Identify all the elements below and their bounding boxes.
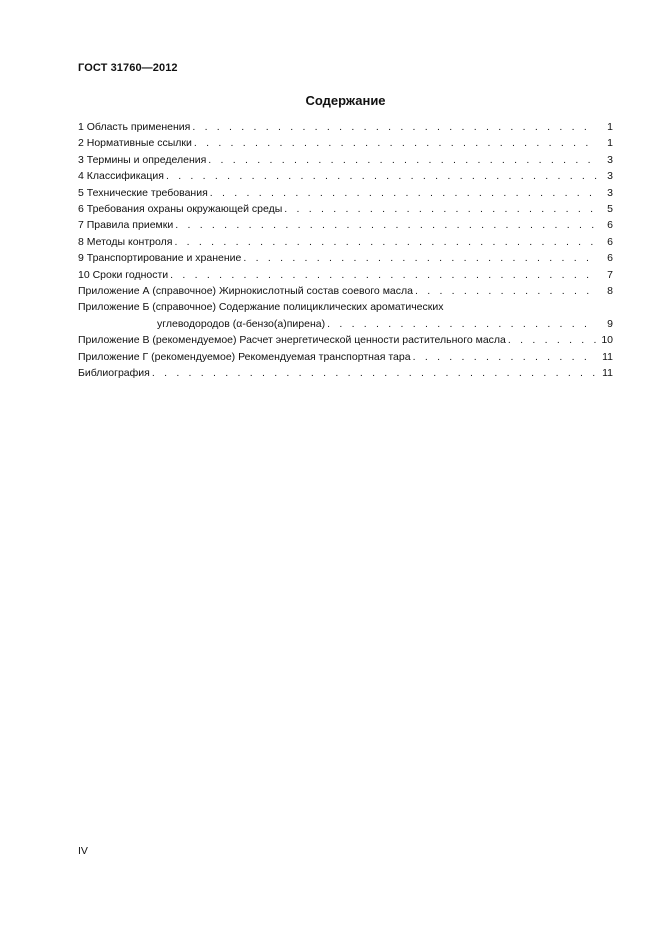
document-header: ГОСТ 31760—2012	[78, 62, 178, 74]
table-of-contents	[78, 119, 613, 381]
leader-dots	[284, 201, 597, 217]
leader-dots	[243, 250, 597, 266]
toc-entry-terms[interactable]	[78, 152, 613, 168]
toc-entry-label: 8 Методы контроля	[78, 235, 173, 248]
toc-entry-label: Приложение В (рекомендуемое) Расчет энергетической ценности растительного масла	[78, 334, 506, 347]
toc-entry-label: Приложение Г (рекомендуемое) Рекомендуемая транспортная тара	[78, 350, 411, 363]
toc-entry-label: 10 Сроки годности	[78, 268, 169, 281]
leader-dots	[327, 316, 597, 332]
toc-entry-page: 6	[607, 235, 613, 248]
toc-entry-transport-storage[interactable]	[78, 250, 613, 266]
leader-dots	[210, 185, 597, 201]
toc-entry-page: 1	[607, 137, 613, 150]
toc-entry-page: 8	[607, 285, 613, 298]
toc-entry-label: 6 Требования охраны окружающей среды	[78, 203, 283, 216]
toc-entry-page: 9	[607, 317, 613, 330]
toc-entry-label: 4 Классификация	[78, 170, 164, 183]
toc-entry-label: 7 Правила приемки	[78, 219, 174, 232]
toc-entry-acceptance[interactable]	[78, 217, 613, 233]
toc-entry-page: 3	[607, 153, 613, 166]
toc-entry-page: 1	[607, 121, 613, 133]
leader-dots	[170, 267, 597, 283]
toc-entry-page: 3	[607, 170, 613, 183]
toc-entry-label: Приложение А (справочное) Жирнокислотный состав соевого масла	[78, 285, 413, 298]
toc-entry-label: 5 Технические требования	[78, 186, 208, 199]
toc-entry-bibliography[interactable]	[78, 365, 613, 381]
toc-entry-normative-references[interactable]	[78, 135, 613, 151]
leader-dots	[175, 217, 597, 233]
toc-entry-page: 6	[607, 219, 613, 232]
page-number: IV	[78, 845, 88, 857]
toc-entry-appendix-b-title[interactable]	[78, 299, 613, 315]
leader-dots	[413, 349, 597, 365]
leader-dots	[508, 332, 597, 348]
leader-dots	[192, 119, 597, 135]
toc-entry-page: 5	[607, 203, 613, 216]
toc-entry-scope[interactable]	[78, 119, 613, 135]
toc-entry-test-methods[interactable]	[78, 234, 613, 250]
leader-dots	[194, 135, 597, 151]
toc-entry-page: 6	[607, 252, 613, 265]
toc-entry-appendix-v[interactable]	[78, 332, 613, 348]
toc-entry-shelf-life[interactable]	[78, 267, 613, 283]
toc-entry-classification[interactable]	[78, 168, 613, 184]
toc-entry-label-continuation: углеводородов (α-бензо(а)пирена)	[157, 317, 326, 330]
toc-entry-label: 1 Область применения	[78, 121, 191, 133]
toc-entry-appendix-b-continuation[interactable]	[78, 316, 613, 332]
toc-entry-label: Библиография	[78, 367, 150, 380]
leader-dots	[152, 365, 597, 381]
toc-entry-page: 3	[607, 186, 613, 199]
toc-entry-label: 9 Транспортирование и хранение	[78, 252, 242, 265]
toc-entry-label: Приложение Б (справочное) Содержание полициклических ароматических	[78, 301, 444, 314]
leader-dots	[166, 168, 597, 184]
toc-entry-page: 7	[607, 268, 613, 281]
leader-dots	[174, 234, 597, 250]
leader-dots	[415, 283, 597, 299]
toc-entry-page: 10	[601, 334, 613, 347]
leader-dots	[208, 152, 597, 168]
toc-entry-page: 11	[602, 367, 613, 380]
toc-entry-appendix-g[interactable]	[78, 349, 613, 365]
toc-entry-page: 11	[602, 350, 613, 363]
toc-entry-appendix-a[interactable]	[78, 283, 613, 299]
toc-entry-technical-requirements[interactable]	[78, 185, 613, 201]
toc-entry-environment[interactable]	[78, 201, 613, 217]
toc-title: Содержание	[305, 93, 386, 108]
toc-entry-label: 3 Термины и определения	[78, 153, 207, 166]
toc-entry-label: 2 Нормативные ссылки	[78, 137, 192, 150]
